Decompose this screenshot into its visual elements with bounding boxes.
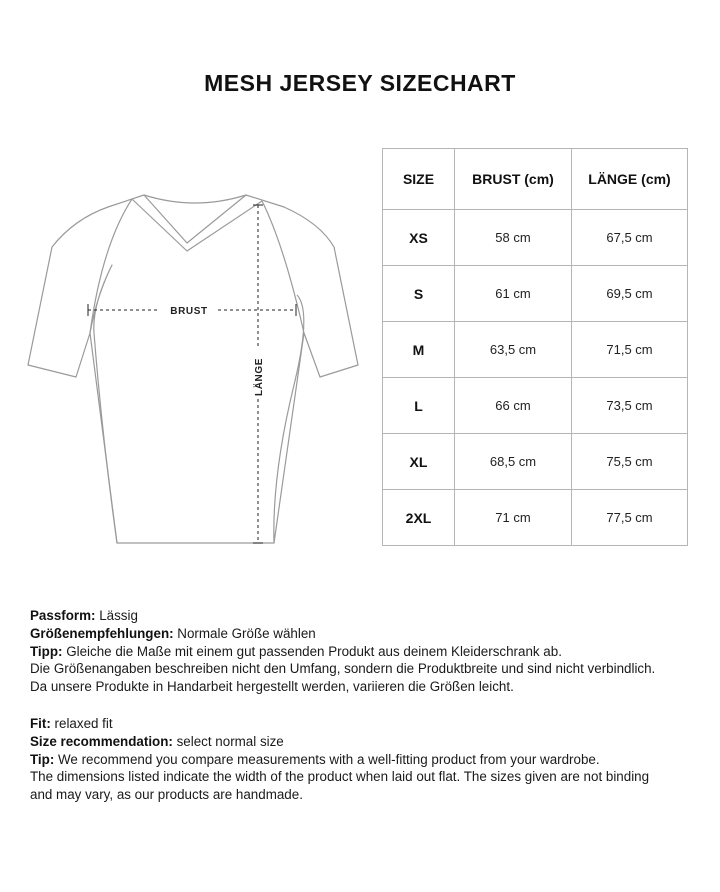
notes-en-line-5: and may vary, as our products are handmade. bbox=[30, 787, 303, 803]
size-recommendation-line bbox=[30, 733, 710, 751]
size-cell: XS bbox=[383, 210, 455, 266]
laenge-cell: 73,5 cm bbox=[572, 378, 688, 434]
brust-cell: 68,5 cm bbox=[455, 434, 572, 490]
jersey-illustration bbox=[22, 185, 367, 555]
laenge-cell: 71,5 cm bbox=[572, 322, 688, 378]
laenge-cell: 69,5 cm bbox=[572, 266, 688, 322]
size-cell: M bbox=[383, 322, 455, 378]
table-header-row bbox=[383, 149, 688, 210]
brust-cell: 63,5 cm bbox=[455, 322, 572, 378]
tipp-label: Tipp: bbox=[30, 643, 63, 659]
notes-en-line-4: The dimensions listed indicate the width of the product when laid out flat. The sizes given are not binding bbox=[30, 769, 650, 785]
table-row bbox=[383, 434, 688, 490]
laenge-label: LÄNGE bbox=[254, 358, 265, 396]
brust-cell: 71 cm bbox=[455, 490, 572, 546]
size-recommendation-label: Size recommendation: bbox=[30, 733, 173, 749]
notes-english bbox=[30, 715, 710, 804]
notes-german bbox=[30, 607, 710, 696]
column-header-size: SIZE bbox=[383, 149, 455, 210]
size-cell: 2XL bbox=[383, 490, 455, 546]
tipp-value: Gleiche die Maße mit einem gut passenden Produkt aus deinem Kleiderschrank ab. bbox=[62, 643, 562, 659]
tip-line bbox=[30, 751, 710, 769]
column-header-brust: BRUST (cm) bbox=[455, 149, 572, 210]
side-panel-right bbox=[274, 295, 304, 543]
notes-de-line-4: Die Größenangaben beschreiben nicht den Umfang, sondern die Produktbreite und sind nicht verbindlich. bbox=[30, 661, 656, 677]
notes-de-line-5: Da unsere Produkte in Handarbeit hergestellt werden, variieren die Größen leicht. bbox=[30, 679, 514, 695]
brust-cell: 66 cm bbox=[455, 378, 572, 434]
table-row bbox=[383, 210, 688, 266]
brust-label: BRUST bbox=[170, 306, 208, 317]
groesse-label: Größenempfehlungen: bbox=[30, 625, 174, 641]
table-row bbox=[383, 322, 688, 378]
laenge-cell: 67,5 cm bbox=[572, 210, 688, 266]
laenge-cell: 77,5 cm bbox=[572, 490, 688, 546]
fit-value: relaxed fit bbox=[50, 716, 113, 731]
brust-cell: 58 cm bbox=[455, 210, 572, 266]
passform-label: Passform: bbox=[30, 608, 96, 623]
size-cell: XL bbox=[383, 434, 455, 490]
tipp-line bbox=[30, 643, 710, 661]
groesse-line bbox=[30, 625, 710, 643]
raglan-seam-right bbox=[262, 201, 304, 333]
column-header-laenge: LÄNGE (cm) bbox=[572, 149, 688, 210]
groesse-value: Normale Größe wählen bbox=[173, 625, 316, 641]
passform-value: Lässig bbox=[95, 608, 138, 623]
laenge-cell: 75,5 cm bbox=[572, 434, 688, 490]
size-cell: S bbox=[383, 266, 455, 322]
table-row bbox=[383, 266, 688, 322]
fit-line bbox=[30, 715, 710, 733]
size-table bbox=[382, 148, 688, 546]
tip-value: We recommend you compare measurements with a well-fitting product from your wardrobe. bbox=[54, 751, 600, 767]
size-recommendation-value: select normal size bbox=[172, 733, 284, 749]
fit-label: Fit: bbox=[30, 716, 51, 731]
tip-label: Tip: bbox=[30, 751, 55, 767]
table-row bbox=[383, 378, 688, 434]
table-row bbox=[383, 490, 688, 546]
size-cell: L bbox=[383, 378, 455, 434]
passform-line bbox=[30, 607, 710, 625]
jersey-collar bbox=[132, 199, 262, 251]
page-title: MESH JERSEY SIZECHART bbox=[204, 70, 516, 96]
brust-cell: 61 cm bbox=[455, 266, 572, 322]
